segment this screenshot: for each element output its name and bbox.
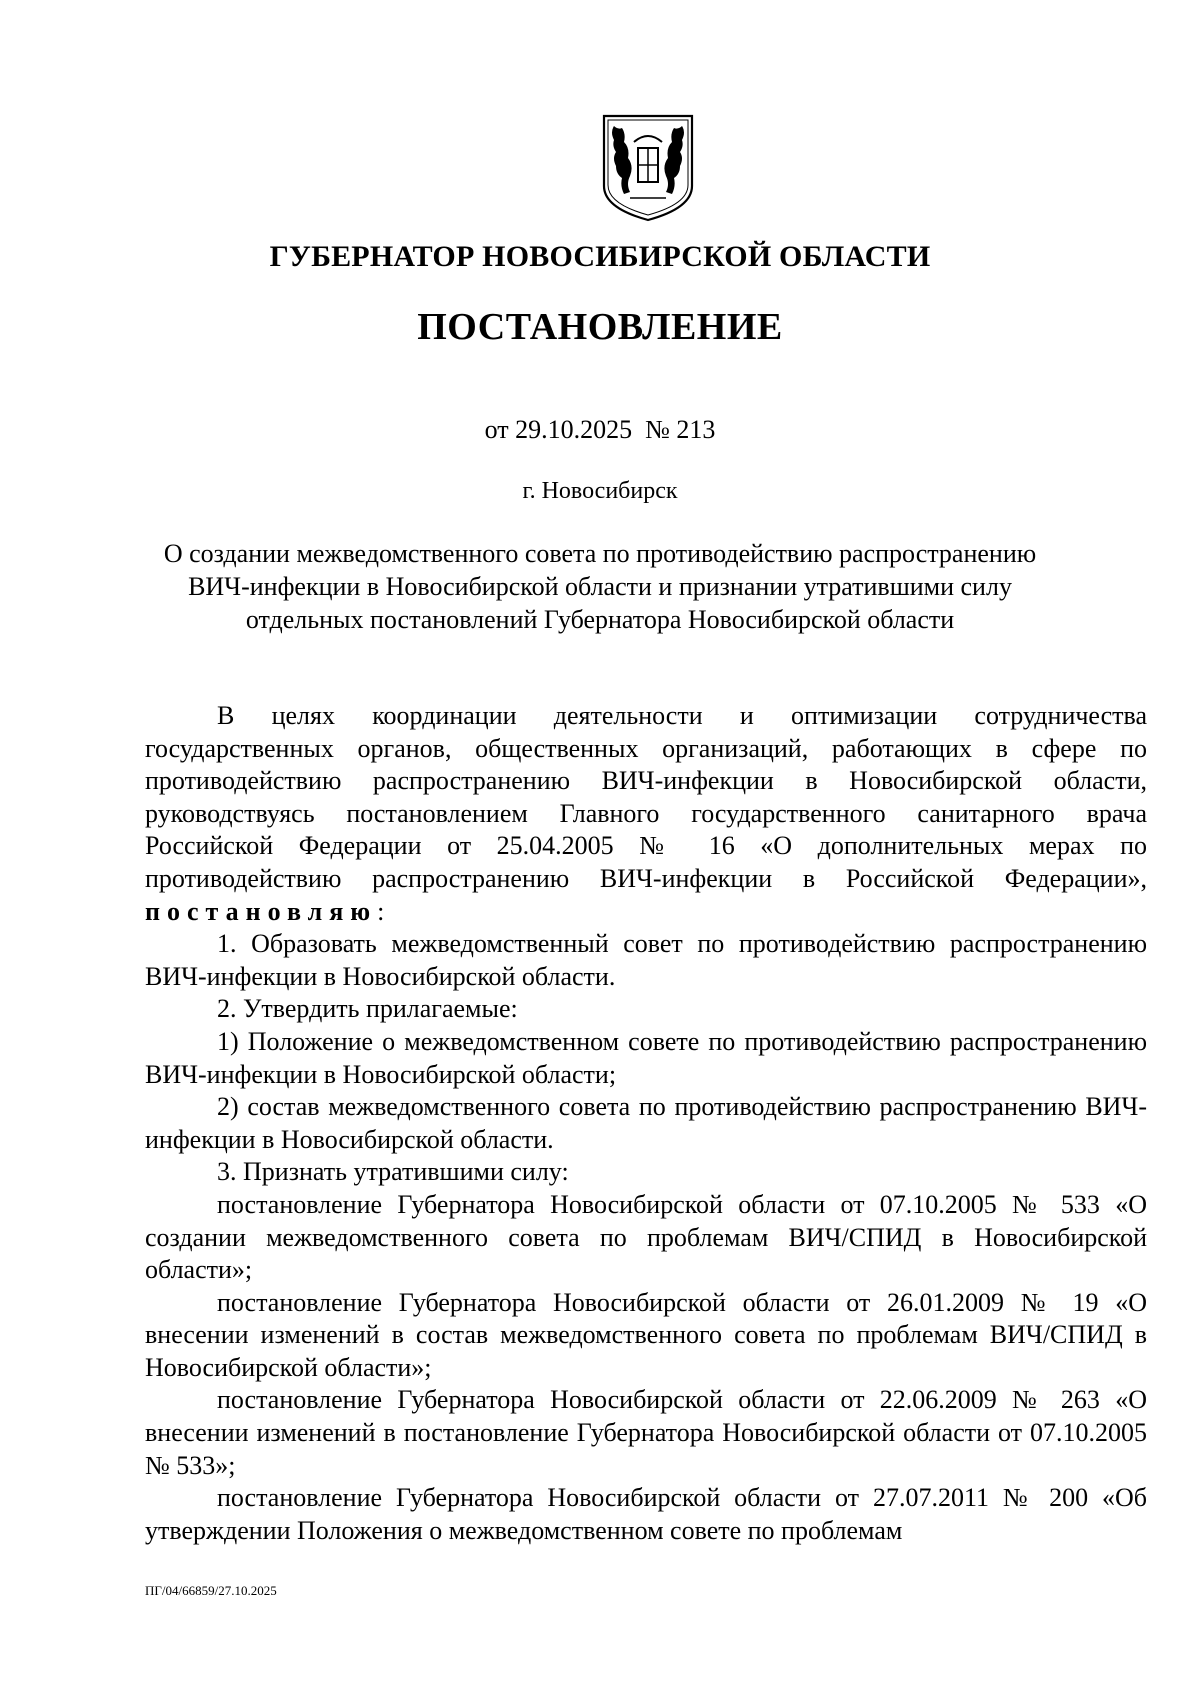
title-line: О создании межведомственного совета по противодействию распространению bbox=[163, 539, 1037, 568]
decree-word: постановляю bbox=[145, 896, 378, 926]
body-paragraph: постановление Губернатора Новосибирской области от 22.06.2009 № 263 «О внесении изменений в постановление Губернатора Новосибирской области от 07.10.2005 № 533»; bbox=[145, 1385, 1147, 1480]
novosibirsk-coat-of-arms-icon bbox=[600, 112, 696, 222]
document-title bbox=[140, 537, 1060, 636]
preamble-text: В целях координации деятельности и оптимизации сотрудничества государственных органов, общественных организаций, работающих в сфере по противодействию распространению ВИЧ-инфекции в Новосибирской области, руководствуясь постановлением Главного государственного санитарного врача Российской Федерации от 25.04.2005 № 16 «О дополнительных мерах по противодействию распространению ВИЧ-инфекции в Российской Федерации», bbox=[145, 701, 1147, 893]
body-paragraph: постановление Губернатора Новосибирской области от 27.07.2011 № 200 «Об утверждении Положения о межведомственном совете по проблемам bbox=[145, 1483, 1147, 1545]
title-line: ВИЧ-инфекции в Новосибирской области и признании утратившими силу bbox=[188, 572, 1012, 601]
body-paragraph: 3. Признать утратившими силу: bbox=[217, 1157, 569, 1187]
decree-colon: : bbox=[377, 896, 385, 926]
body-paragraph: 2. Утвердить прилагаемые: bbox=[217, 994, 518, 1024]
date-number-line: от 29.10.2025 № 213 bbox=[484, 415, 716, 444]
preamble-paragraph bbox=[145, 700, 1147, 928]
city-line: г. Новосибирск bbox=[522, 478, 678, 504]
body-paragraph: 2) состав межведомственного совета по противодействию распространению ВИЧ-инфекции в Новосибирской области. bbox=[145, 1092, 1147, 1154]
document-body bbox=[145, 700, 1147, 1547]
title-line: отдельных постановлений Губернатора Новосибирской области bbox=[245, 605, 955, 634]
body-paragraph: постановление Губернатора Новосибирской области от 07.10.2005 № 533 «О создании межведомственного совета по проблемам ВИЧ/СПИД в Новосибирской области»; bbox=[145, 1189, 1147, 1285]
body-paragraph: 1. Образовать межведомственный совет по противодействию распространению ВИЧ-инфекции в Новосибирской области. bbox=[145, 929, 1147, 991]
authority-heading: ГУБЕРНАТОР НОВОСИБИРСКОЙ ОБЛАСТИ bbox=[269, 240, 931, 273]
body-paragraph: постановление Губернатора Новосибирской области от 26.01.2009 № 19 «О внесении изменений в состав межведомственного совета по проблемам ВИЧ/СПИД в Новосибирской области»; bbox=[145, 1287, 1147, 1382]
footer-document-code: ПГ/04/66859/27.10.2025 bbox=[145, 1583, 277, 1598]
body-paragraph: 1) Положение о межведомственном совете по противодействию распространению ВИЧ-инфекции в Новосибирской области; bbox=[145, 1026, 1147, 1089]
document-type-heading: ПОСТАНОВЛЕНИЕ bbox=[417, 306, 783, 348]
